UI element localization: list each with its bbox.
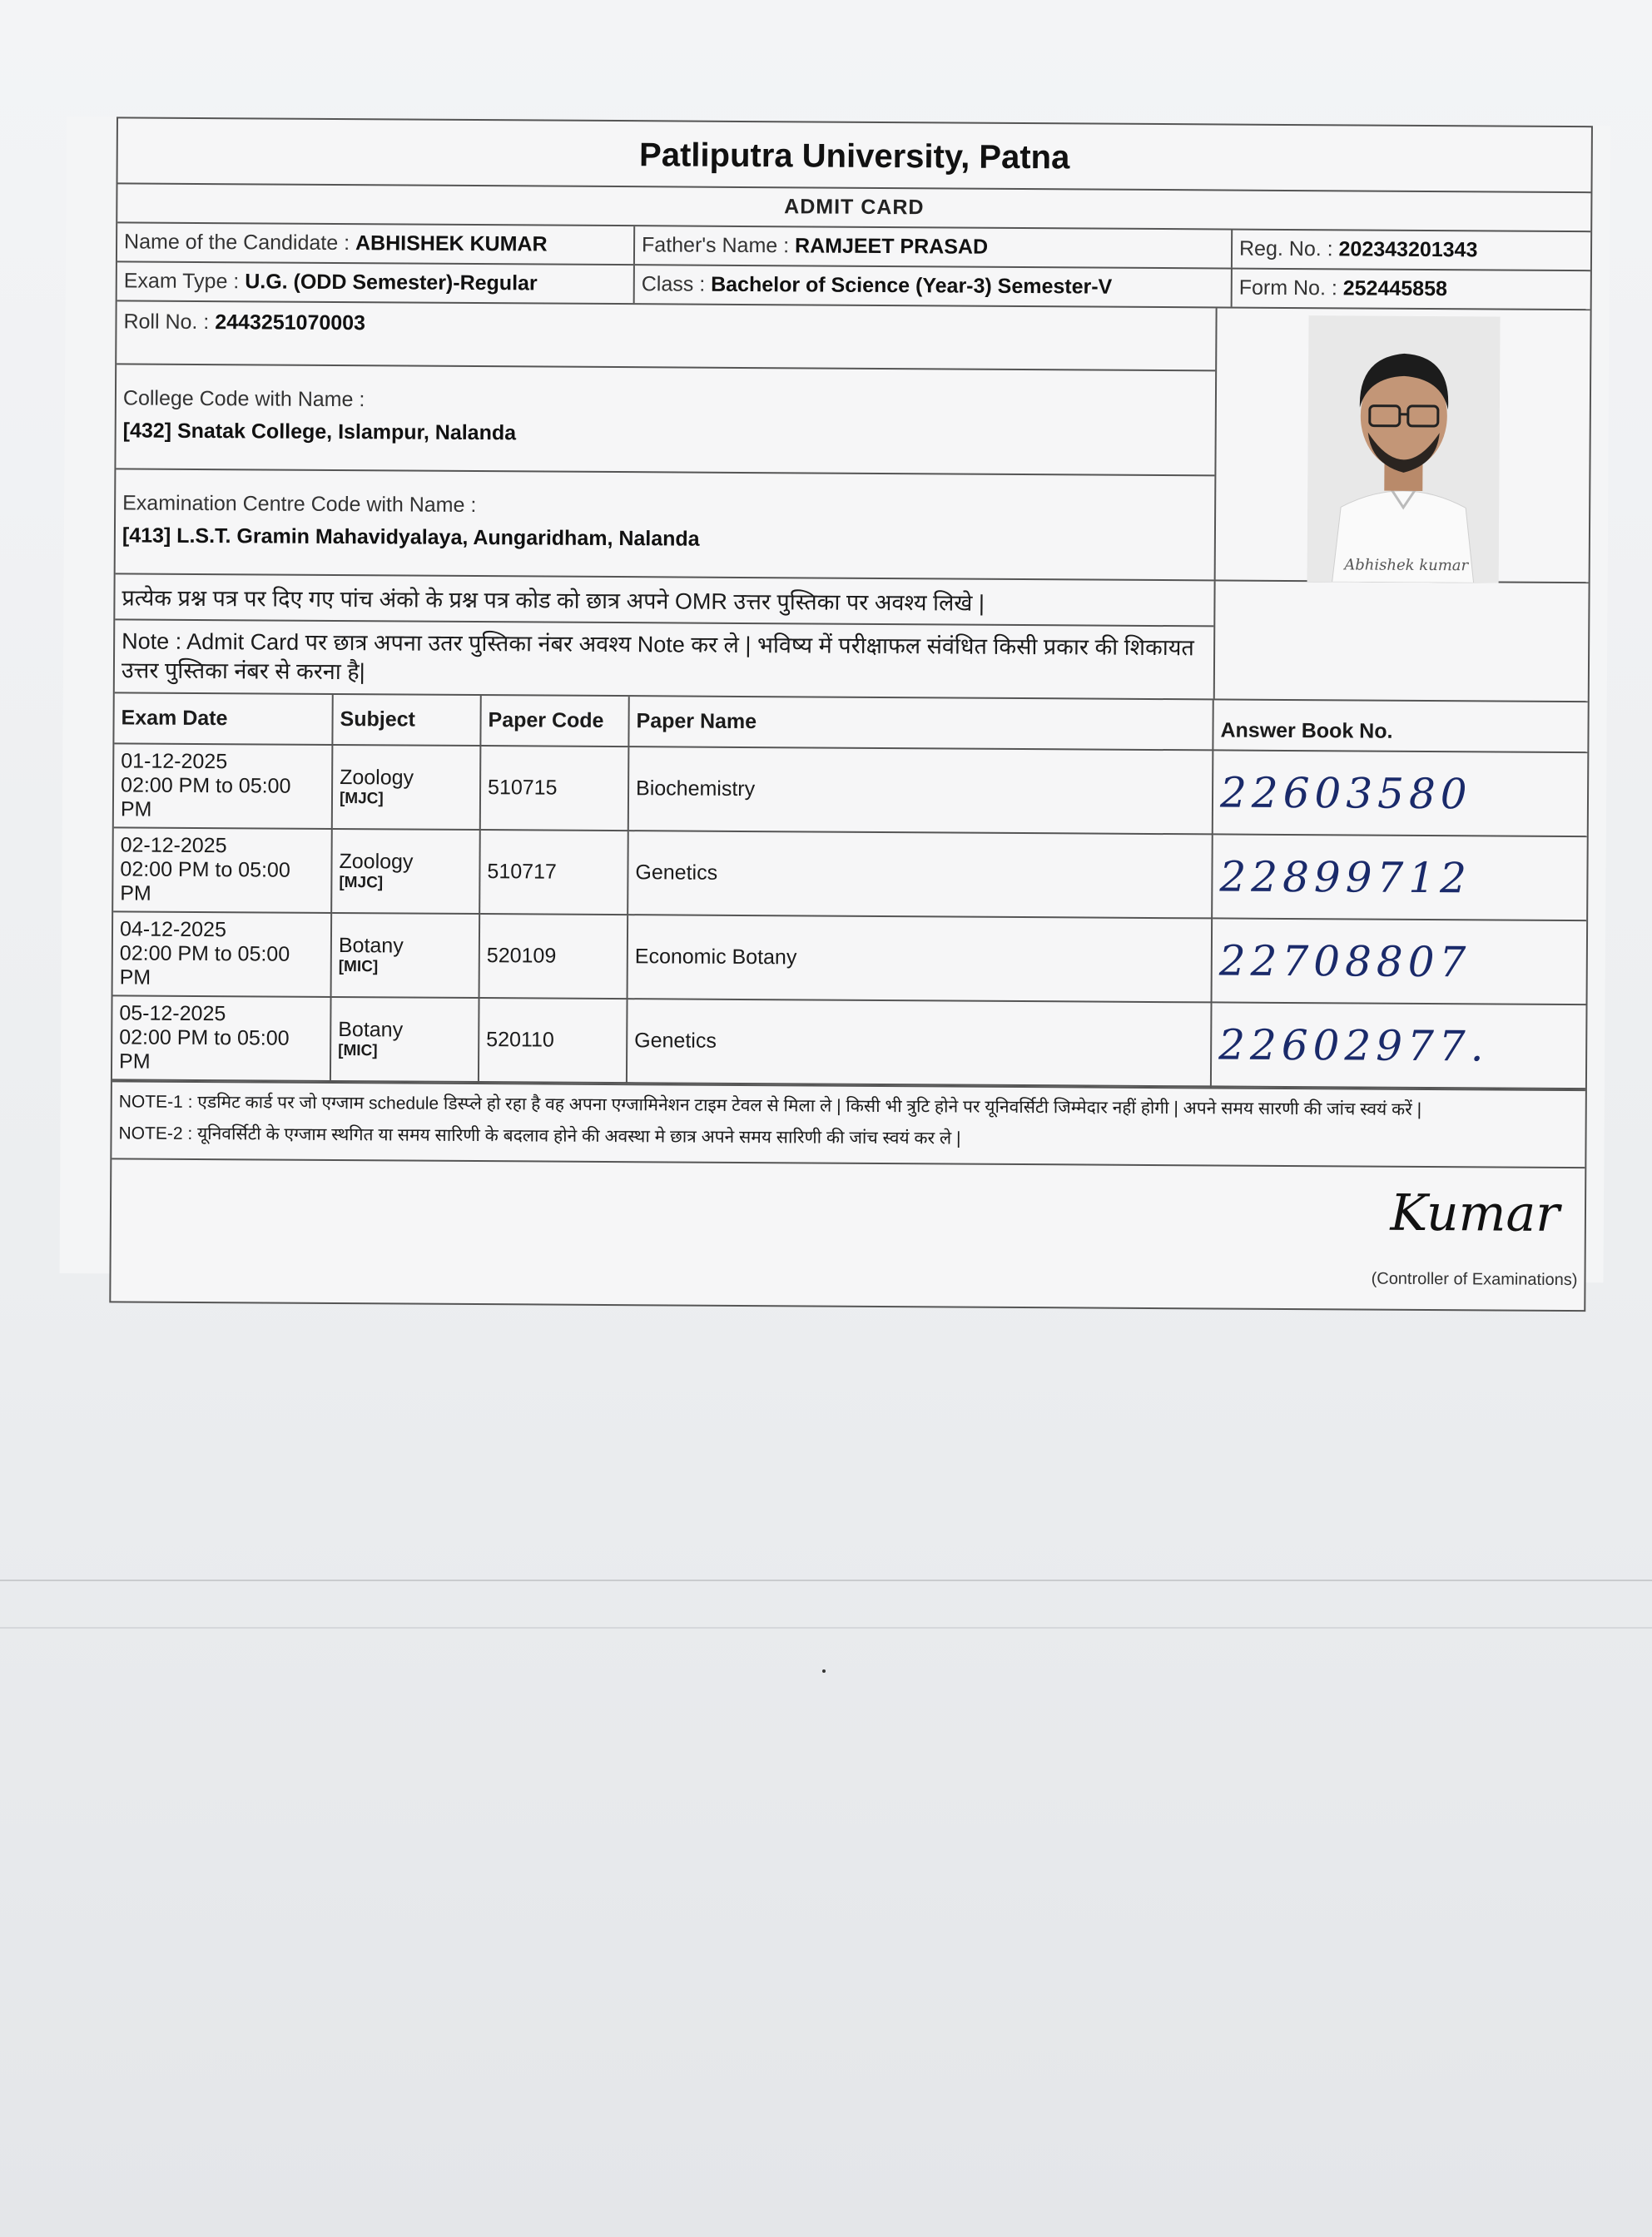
paper-code: 510715 <box>480 746 629 831</box>
subject-tag: [MIC] <box>338 1042 378 1060</box>
form-no-label: Form No. : <box>1238 275 1337 300</box>
candidate-details <box>116 301 1590 583</box>
photo-area <box>1216 308 1590 582</box>
class-label: Class : <box>641 272 706 296</box>
admit-card-heading: ADMIT CARD <box>117 184 1590 232</box>
paper-name: Genetics <box>628 831 1213 918</box>
note-2: NOTE-2 : यूनिवर्सिटी के एग्जाम स्थगित या समय सारिणी के बदलाव होने की अवस्था मे छात्र अपने समय सारिणी की जांच स्वयं कर ले | <box>118 1123 961 1148</box>
details-left <box>116 301 1218 579</box>
table-header-row <box>114 694 1587 753</box>
centre-name: [413] L.S.T. Gramin Mahavidyalaya, Aungaridham, Nalanda <box>122 523 700 551</box>
subject: Botany <box>338 934 404 958</box>
header-subject: Subject <box>332 695 480 746</box>
candidate-name-cell <box>117 223 635 264</box>
instruction-omr: प्रत्येक प्रश्न पत्र पर दिए गए पांच अंको के प्रश्न पत्र कोड को छात्र अपने OMR उत्तर पुस्तिका पर अवश्य लिखे | <box>115 574 1213 627</box>
paper-fold-line <box>0 1580 1652 1581</box>
reg-no-cell <box>1233 231 1590 270</box>
form-no-cell <box>1233 270 1590 310</box>
exam-type-label: Exam Type : <box>123 269 240 294</box>
exam-time: 02:00 PM to 05:00 PM <box>120 773 291 821</box>
controller-label: (Controller of Examinations) <box>1371 1269 1578 1290</box>
instruction-note: Note : Admit Card पर छात्र अपना उतर पुस्तिका नंबर अवश्य Note कर ले | भविष्य में परीक्षाफल संवंधित किसी प्रकार की शिकायत उत्तर पुस्तिका नंबर से करना है| <box>121 628 1194 685</box>
centre-label: Examination Centre Code with Name : <box>122 491 477 518</box>
centre-block <box>116 469 1215 579</box>
paper-code: 520109 <box>479 914 628 999</box>
paper-speck <box>822 1669 826 1673</box>
exam-type: U.G. (ODD Semester)-Regular <box>245 270 538 295</box>
candidate-portrait-image <box>1307 315 1501 583</box>
answer-book-no: 22708807 <box>1212 919 1587 1005</box>
class-cell <box>635 265 1233 306</box>
admit-card <box>109 117 1593 1312</box>
roll-no: 2443251070003 <box>215 310 366 335</box>
answer-book-no: 22602977. <box>1211 1003 1586 1089</box>
table-row <box>112 996 1586 1089</box>
college-block <box>116 365 1215 476</box>
exam-time: 02:00 PM to 05:00 PM <box>118 1025 290 1074</box>
notes-section <box>112 1081 1585 1168</box>
exam-schedule-table <box>112 694 1588 1090</box>
footer <box>111 1158 1585 1311</box>
father-name-cell <box>635 226 1233 267</box>
candidate-name: ABHISHEK KUMAR <box>355 231 548 256</box>
header-answer-book: Answer Book No. <box>1213 701 1587 753</box>
header-paper-code: Paper Code <box>480 696 628 746</box>
exam-time: 02:00 PM to 05:00 PM <box>120 857 290 905</box>
paper-name: Biochemistry <box>628 746 1213 834</box>
subject-tag: [MJC] <box>339 790 384 808</box>
roll-no-block <box>117 301 1215 371</box>
header-paper-name: Paper Name <box>628 697 1213 750</box>
exam-date: 01-12-2025 <box>121 749 228 774</box>
note-1: NOTE-1 : एडमिट कार्ड पर जो एग्जाम schedule डिस्प्ले हो रहा है वह अपना एग्जामिनेशन टाइम टेवल से मिला ले | किसी भी त्रुटि होने पर यूनिवर्सिटी जिम्मेदार नहीं होगी | अपने समय सारणी की जांच स्वयं करें | <box>118 1092 1422 1120</box>
answer-book-no: 22899712 <box>1212 835 1587 921</box>
table-row <box>114 744 1588 837</box>
exam-date: 04-12-2025 <box>119 917 227 942</box>
subject-tag: [MJC] <box>339 874 384 892</box>
subject: Zoology <box>340 766 414 790</box>
paper-name: Genetics <box>627 999 1212 1086</box>
subject: Botany <box>338 1018 404 1042</box>
exam-time: 02:00 PM to 05:00 PM <box>119 941 290 990</box>
exam-date: 05-12-2025 <box>119 1001 226 1026</box>
class-value: Bachelor of Science (Year-3) Semester-V <box>711 272 1113 299</box>
form-no: 252445858 <box>1342 276 1448 301</box>
paper-fold-line-lower <box>0 1627 1652 1629</box>
instructions-section <box>115 574 1589 702</box>
reg-no-label: Reg. No. : <box>1238 236 1333 261</box>
answer-book-no: 22603580 <box>1213 751 1588 837</box>
subject: Zoology <box>339 850 414 874</box>
subject-tag: [MIC] <box>338 958 379 976</box>
controller-signature: Kumar <box>1390 1183 1560 1244</box>
admit-card-sheet <box>60 117 1610 1290</box>
candidate-name-label: Name of the Candidate : <box>123 230 350 255</box>
exam-date: 02-12-2025 <box>120 833 227 858</box>
father-name-label: Father's Name : <box>641 233 790 258</box>
roll-no-label: Roll No. : <box>123 310 210 335</box>
paper-code: 510717 <box>479 830 628 915</box>
college-label: College Code with Name : <box>122 386 365 412</box>
paper-name: Economic Botany <box>628 915 1213 1002</box>
instructions-right <box>1215 581 1589 701</box>
candidate-photo <box>1307 315 1501 583</box>
father-name: RAMJEET PRASAD <box>794 234 989 259</box>
college-name: [432] Snatak College, Islampur, Nalanda <box>122 419 517 445</box>
table-row <box>113 912 1587 1005</box>
header-exam-date: Exam Date <box>114 694 332 746</box>
exam-type-cell <box>117 262 635 303</box>
table-row <box>113 828 1587 921</box>
paper-code: 520110 <box>479 998 628 1083</box>
university-title: Patliputra University, Patna <box>118 118 1591 193</box>
reg-no: 202343201343 <box>1338 237 1478 262</box>
candidate-signature: Abhishek kumar <box>1344 556 1469 575</box>
instructions-left <box>115 574 1216 698</box>
